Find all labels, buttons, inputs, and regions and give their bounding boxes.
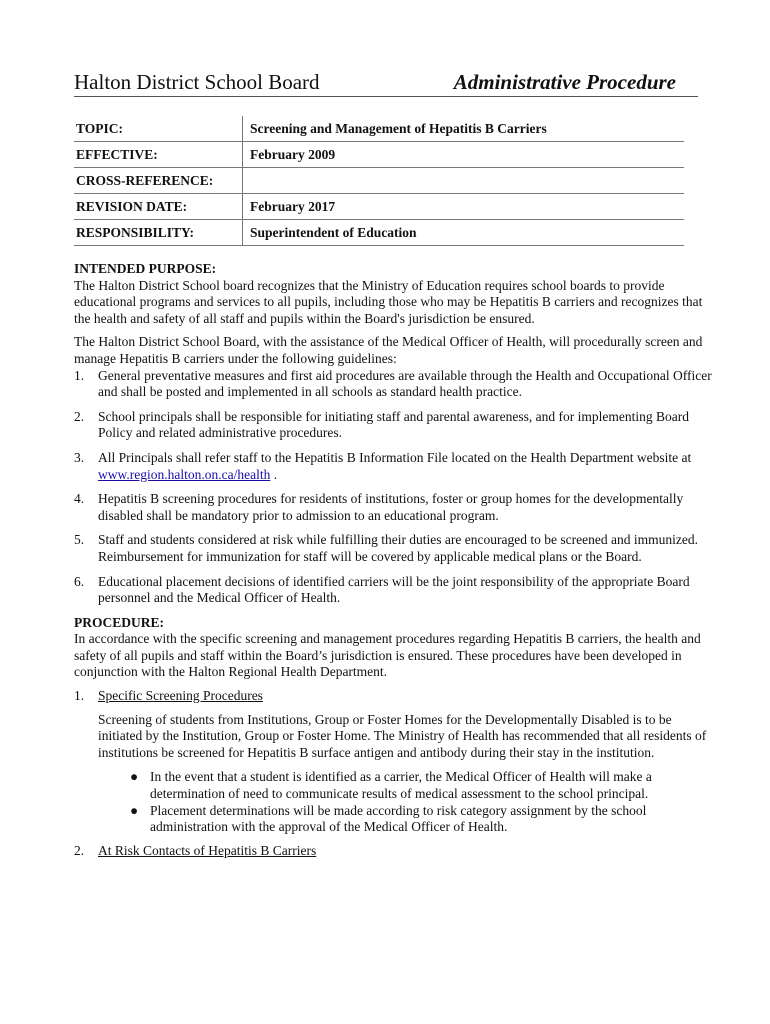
bullet-text: In the event that a student is identified as a carrier, the Medical Officer of Health will make a determination of need to communicate results of medical assessment to the school principal. (150, 769, 652, 802)
list-item (74, 491, 714, 524)
screening-bullets (74, 769, 714, 835)
meta-row-cross-reference (74, 168, 684, 194)
meta-key: EFFECTIVE: (76, 147, 158, 162)
list-number: 6. (74, 573, 85, 589)
procedure-section (74, 843, 714, 860)
list-item (74, 574, 714, 607)
procedure-heading: PROCEDURE: (74, 614, 164, 630)
meta-value: Screening and Management of Hepatitis B Carriers (250, 121, 547, 136)
document-body (74, 261, 714, 867)
meta-divider (242, 116, 243, 141)
meta-key: CROSS-REFERENCE: (76, 173, 214, 188)
section-title: At Risk Contacts of Hepatitis B Carriers (98, 842, 317, 858)
board-name: Halton District School Board (74, 70, 320, 94)
meta-row-revision-date (74, 194, 684, 220)
list-text: Staff and students considered at risk while fulfilling their duties are encouraged to be screened and immunized. Reimbursement for immunization for staff will be covered by applicable medical plans or the Board. (98, 532, 698, 564)
meta-key: REVISION DATE: (76, 199, 188, 214)
meta-row-topic (74, 116, 684, 142)
document-type: Administrative Procedure (453, 70, 676, 94)
meta-divider (242, 220, 243, 245)
list-number: 2. (74, 408, 85, 424)
bullet-item (130, 802, 714, 836)
meta-value: Superintendent of Education (250, 225, 417, 240)
list-number: 4. (74, 491, 85, 507)
bullet-item (130, 769, 714, 802)
procedure-paragraph: In accordance with the specific screening and management procedures regarding Hepatitis B carriers, the health and safety of all pupils and staff within the Board’s jurisdiction is ensured. These procedures have been developed in conjunction with the Halton Regional Health Department. (74, 631, 701, 680)
section-paragraph: Screening of students from Institutions, Group or Foster Homes for the Developmentally Disabled is to be initiated by the Institution, Group or Foster Home. The Ministry of Health has recommended that all residents of institutions be screened for Hepatitis B surface antigen and antibody during their stay in the institution. (98, 711, 707, 760)
list-text: Hepatitis B screening procedures for residents of institutions, foster or group homes for the developmentally disabled shall be mandatory prior to admission to an educational program. (98, 491, 684, 523)
list-item (74, 532, 714, 565)
purpose-heading: INTENDED PURPOSE: (74, 261, 217, 276)
meta-row-effective (74, 142, 684, 168)
list-text: All Principals shall refer staff to the Hepatitis B Information File located on the Health Department website at (98, 449, 692, 465)
section-number: 2. (74, 842, 85, 858)
meta-divider (242, 142, 243, 167)
bullet-icon: ● (130, 802, 139, 818)
list-number: 5. (74, 532, 85, 548)
list-item (74, 409, 714, 442)
procedure-sections-continued (74, 843, 714, 860)
list-item (74, 368, 714, 401)
meta-key: RESPONSIBILITY: (76, 225, 195, 240)
document-header (74, 70, 698, 97)
guidelines-list (74, 368, 714, 607)
procedure-sections (74, 688, 714, 761)
list-number: 3. (74, 449, 85, 465)
metadata-table (74, 116, 684, 246)
meta-value: February 2009 (250, 147, 336, 162)
bullet-text: Placement determinations will be made according to risk category assignment by the school administration with the approval of the Medical Officer of Health. (150, 802, 647, 835)
purpose-paragraph: The Halton District School board recognizes that the Ministry of Education requires school boards to provide educational programs and services to all pupils, including those who may be Hepatitis B carriers and recognizes that the health and safety of all staff and pupils within the Board's jurisdiction be ensured. (74, 277, 703, 326)
list-text-end: . (270, 466, 278, 482)
meta-row-responsibility (74, 220, 684, 246)
list-text: General preventative measures and first aid procedures are available through the Health and Occupational Officer and shall be posted and implemented in all schools as standard health practice. (98, 367, 712, 400)
meta-divider (242, 168, 243, 193)
procedure-section (74, 688, 714, 761)
list-text: Educational placement decisions of identified carriers will be the joint responsibility of the appropriate Board personnel and the Medical Officer of Health. (98, 573, 690, 606)
meta-divider (242, 194, 243, 219)
bullet-icon: ● (130, 769, 139, 785)
section-title: Specific Screening Procedures (98, 688, 263, 704)
list-item (74, 450, 714, 483)
section-number: 1. (74, 688, 85, 704)
health-website-link[interactable]: www.region.halton.on.ca/health (98, 466, 271, 482)
purpose-guidelines-intro: The Halton District School Board, with the assistance of the Medical Officer of Health, will procedurally screen and manage Hepatitis B carriers under the following guidelines: (74, 334, 703, 366)
list-number: 1. (74, 367, 85, 383)
meta-key: TOPIC: (76, 121, 124, 136)
meta-value: February 2017 (250, 199, 336, 214)
list-text: School principals shall be responsible for initiating staff and parental awareness, and for implementing Board Policy and related administrative procedures. (98, 408, 689, 441)
